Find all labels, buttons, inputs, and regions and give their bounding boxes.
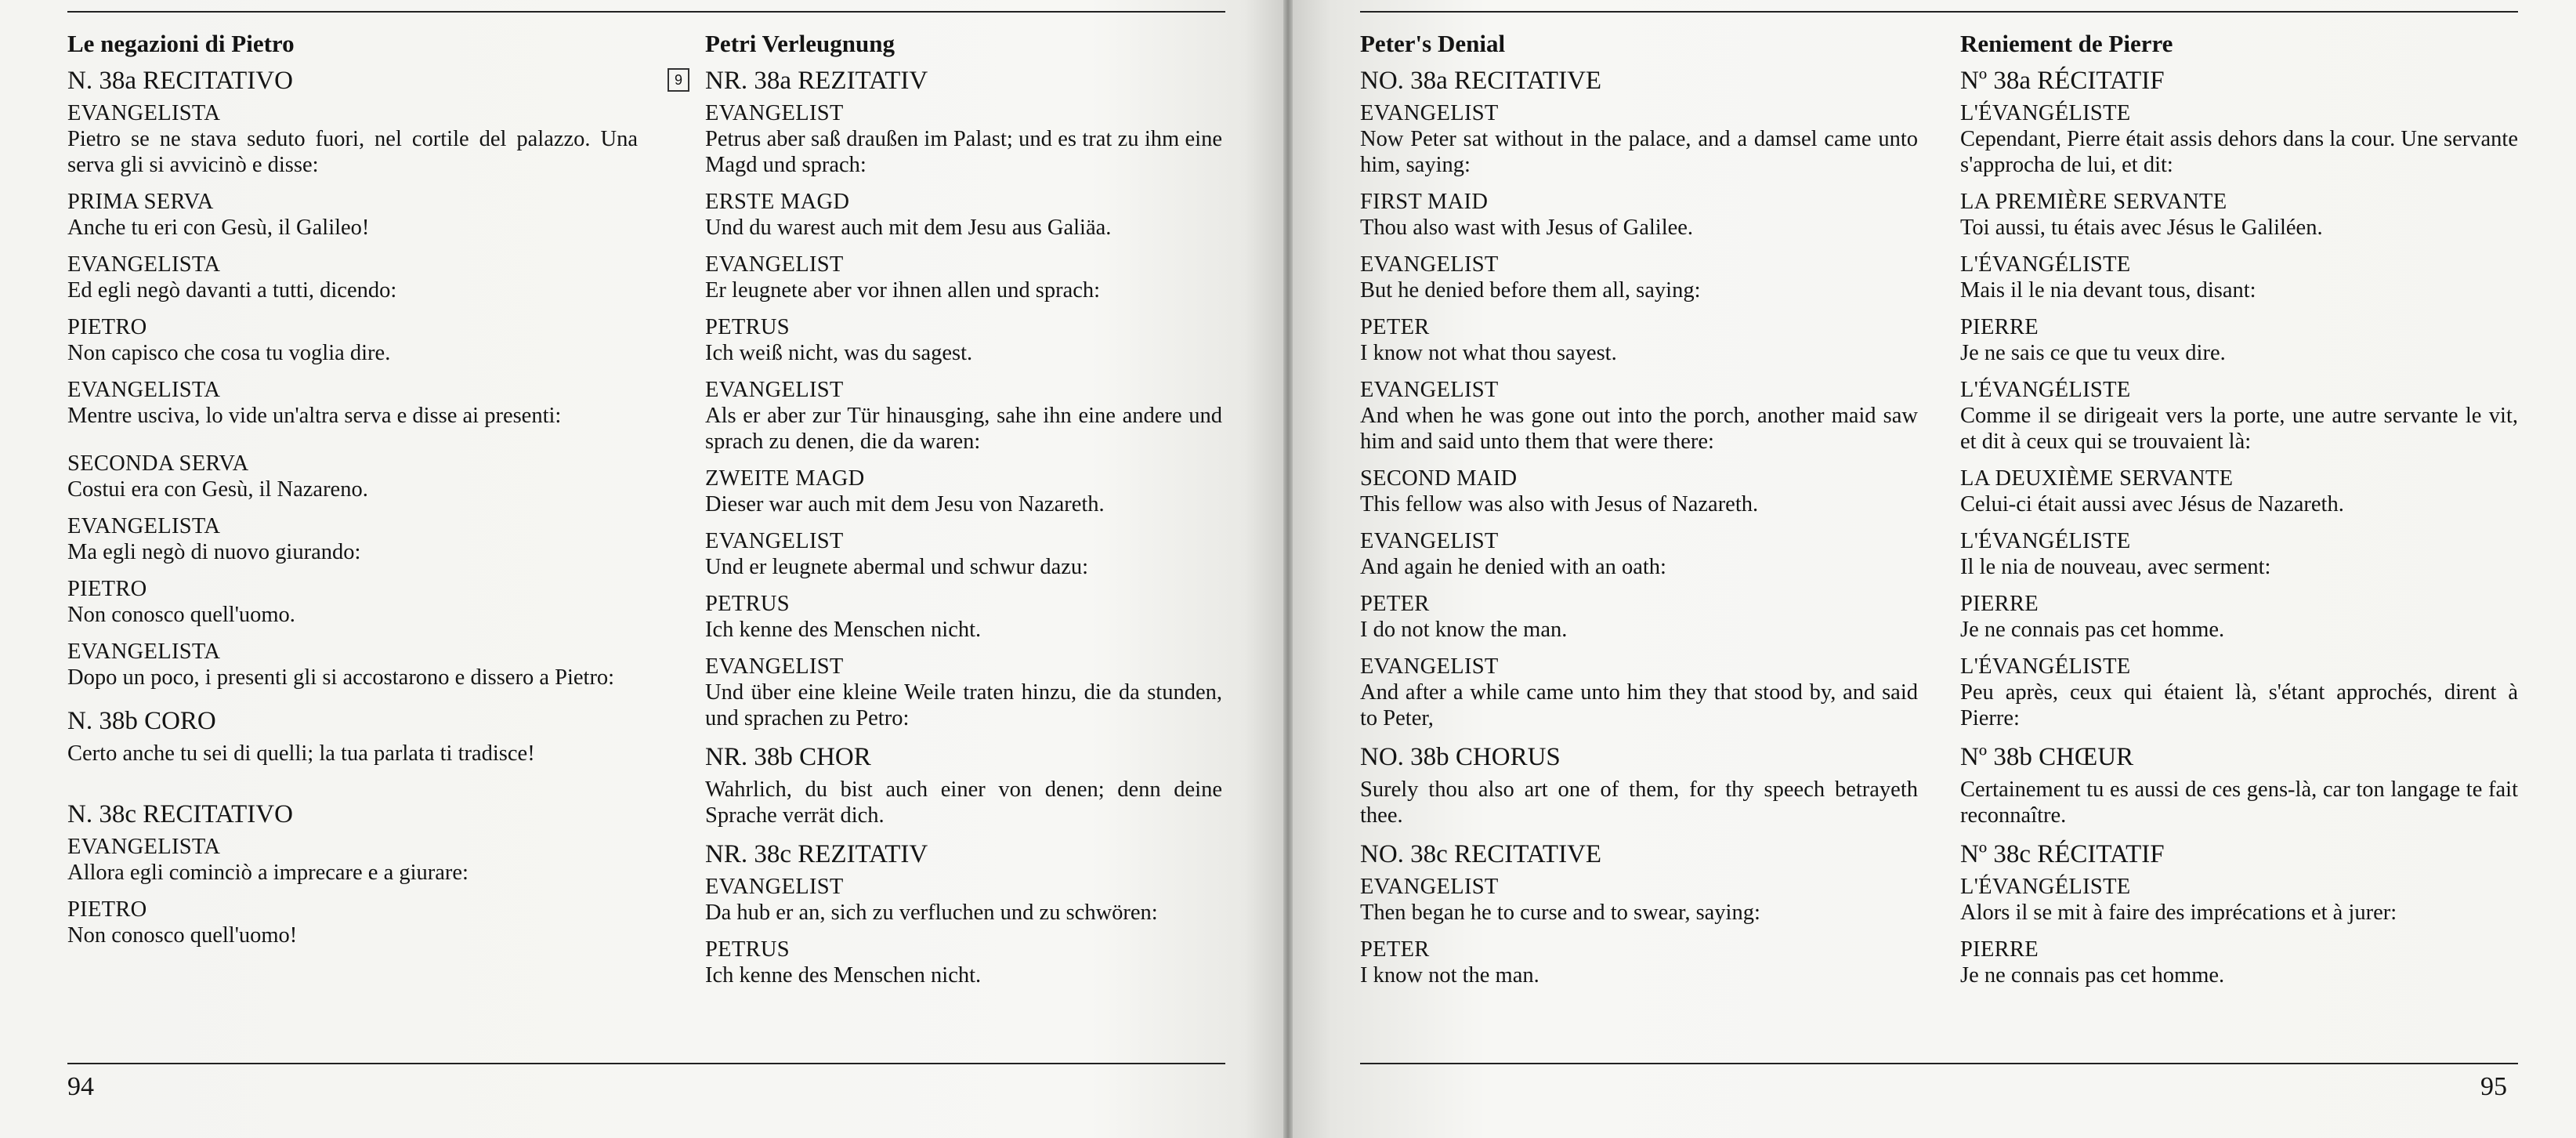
speaker-label: SECOND MAID bbox=[1360, 466, 1518, 491]
dialogue-block bbox=[67, 576, 638, 628]
section-number bbox=[674, 66, 1222, 96]
dialogue-block bbox=[705, 591, 1222, 643]
dialogue-block bbox=[1360, 528, 1918, 580]
left-page bbox=[0, 0, 1283, 1138]
speaker-label: FIRST MAID bbox=[1360, 190, 1489, 214]
dialogue-block bbox=[1960, 591, 2518, 643]
dialogue-text: Je ne connais pas cet homme. bbox=[1960, 963, 2225, 988]
italian-column bbox=[67, 30, 638, 959]
dialogue-block bbox=[705, 466, 1222, 517]
speaker-label: PETER bbox=[1360, 592, 1430, 616]
speaker-label: PIERRE bbox=[1960, 315, 2039, 339]
dialogue-text: Il le nia de nouveau, avec serment: bbox=[1960, 555, 2271, 579]
column-title: Peter's Denial bbox=[1360, 30, 1506, 57]
page-number: 95 bbox=[2480, 1072, 2507, 1101]
dialogue-block bbox=[705, 654, 1222, 731]
section-number: NO. 38c RECITATIVE bbox=[1360, 840, 1602, 868]
dialogue-block bbox=[1960, 100, 2518, 178]
dialogue-text: Costui era con Gesù, il Nazareno. bbox=[67, 477, 368, 502]
dialogue-text: Je ne connais pas cet homme. bbox=[1960, 618, 2225, 642]
speaker-label: PETER bbox=[1360, 937, 1430, 962]
dialogue-text: Certo anche tu sei di quelli; la tua parlata ti tradisce! bbox=[67, 741, 535, 766]
section-number: NR. 38b CHOR bbox=[705, 743, 871, 771]
dialogue-text: Comme il se dirigeait vers la porte, une autre servante le vit, et dit à ceux qui se trouvaient là: bbox=[1960, 404, 2518, 454]
dialogue-block bbox=[1960, 189, 2518, 241]
dialogue-block bbox=[1960, 466, 2518, 517]
section-number: NO. 38b CHORUS bbox=[1360, 743, 1561, 771]
dialogue-text: Petrus aber saß draußen im Palast; und es trat zu ihm eine Magd und sprach: bbox=[705, 127, 1222, 177]
dialogue-block bbox=[1960, 377, 2518, 455]
speaker-label: PIETRO bbox=[67, 897, 147, 922]
french-column bbox=[1960, 30, 2518, 999]
speaker-label: EVANGELISTA bbox=[67, 514, 221, 538]
speaker-label: LA PREMIÈRE SERVANTE bbox=[1960, 190, 2227, 214]
english-column bbox=[1360, 30, 1918, 999]
dialogue-text: Ed egli negò davanti a tutti, dicendo: bbox=[67, 278, 397, 303]
speaker-label: PIETRO bbox=[67, 315, 147, 339]
dialogue-text: And again he denied with an oath: bbox=[1360, 555, 1666, 579]
speaker-label: EVANGELISTA bbox=[67, 252, 221, 277]
dialogue-text: Thou also wast with Jesus of Galilee. bbox=[1360, 216, 1694, 240]
dialogue-text: Mais il le nia devant tous, disant: bbox=[1960, 278, 2256, 303]
dialogue-text: Ich kenne des Menschen nicht. bbox=[705, 618, 982, 642]
dialogue-block bbox=[1360, 777, 1918, 828]
dialogue-block bbox=[705, 528, 1222, 580]
dialogue-block bbox=[1960, 528, 2518, 580]
section-number: NO. 38a RECITATIVE bbox=[1360, 67, 1602, 95]
dialogue-block bbox=[705, 377, 1222, 455]
book-spine bbox=[1283, 0, 1293, 1138]
cd-track-marker: 9 bbox=[668, 68, 689, 92]
dialogue-text: This fellow was also with Jesus of Nazareth. bbox=[1360, 492, 1759, 516]
dialogue-text: And after a while came unto him they that stood by, and said to Peter, bbox=[1360, 680, 1918, 730]
speaker-label: L'ÉVANGÉLISTE bbox=[1960, 875, 2131, 899]
speaker-label: EVANGELIST bbox=[1360, 378, 1499, 402]
dialogue-text: Pietro se ne stava seduto fuori, nel cortile del palazzo. Una serva gli si avvicinò e disse: bbox=[67, 127, 638, 177]
dialogue-text: Celui-ci était aussi avec Jésus de Nazareth. bbox=[1960, 492, 2344, 516]
bottom-rule bbox=[1360, 1063, 2518, 1064]
german-column bbox=[674, 30, 1222, 999]
dialogue-text: I do not know the man. bbox=[1360, 618, 1568, 642]
dialogue-block bbox=[705, 189, 1222, 241]
dialogue-text: Toi aussi, tu étais avec Jésus le Galiléen. bbox=[1960, 216, 2323, 240]
dialogue-block bbox=[1960, 314, 2518, 366]
dialogue-text: And when he was gone out into the porch, another maid saw him and said unto them that were there: bbox=[1360, 404, 1918, 454]
speaker-label: L'ÉVANGÉLISTE bbox=[1960, 252, 2131, 277]
dialogue-text: Als er aber zur Tür hinausging, sahe ihn eine andere und sprach zu denen, die da waren: bbox=[705, 404, 1222, 454]
dialogue-block bbox=[67, 741, 638, 767]
speaker-label: EVANGELIST bbox=[1360, 252, 1499, 277]
dialogue-text: Now Peter sat without in the palace, and a damsel came unto him, saying: bbox=[1360, 127, 1918, 177]
dialogue-text: Je ne sais ce que tu veux dire. bbox=[1960, 341, 2226, 365]
dialogue-block bbox=[1360, 100, 1918, 178]
dialogue-text: Ma egli negò di nuovo giurando: bbox=[67, 540, 361, 564]
speaker-label: ZWEITE MAGD bbox=[705, 466, 865, 491]
speaker-label: PETRUS bbox=[705, 937, 790, 962]
dialogue-block bbox=[1360, 189, 1918, 241]
speaker-label: EVANGELIST bbox=[705, 529, 844, 553]
section-number: NR. 38c REZITATIV bbox=[705, 840, 928, 868]
dialogue-block bbox=[67, 314, 638, 366]
dialogue-text: Alors il se mit à faire des imprécations et à jurer: bbox=[1960, 901, 2397, 925]
dialogue-text: Non conosco quell'uomo. bbox=[67, 603, 295, 627]
dialogue-block bbox=[1960, 777, 2518, 828]
dialogue-block bbox=[67, 377, 638, 429]
section-number: Nº 38a RÉCITATIF bbox=[1960, 67, 2165, 95]
dialogue-text: Non capisco che cosa tu voglia dire. bbox=[67, 341, 391, 365]
speaker-label: EVANGELIST bbox=[705, 101, 844, 125]
speaker-label: EVANGELIST bbox=[1360, 654, 1499, 679]
dialogue-block bbox=[67, 189, 638, 241]
speaker-label: EVANGELISTA bbox=[67, 378, 221, 402]
dialogue-block bbox=[67, 252, 638, 303]
speaker-label: ERSTE MAGD bbox=[705, 190, 850, 214]
speaker-label: L'ÉVANGÉLISTE bbox=[1960, 378, 2131, 402]
dialogue-block bbox=[67, 513, 638, 565]
dialogue-block bbox=[705, 100, 1222, 178]
dialogue-text: I know not what thou sayest. bbox=[1360, 341, 1617, 365]
dialogue-text: Mentre usciva, lo vide un'altra serva e disse ai presenti: bbox=[67, 404, 562, 428]
speaker-label: PRIMA SERVA bbox=[67, 190, 214, 214]
dialogue-block bbox=[67, 639, 638, 690]
dialogue-block bbox=[705, 252, 1222, 303]
dialogue-text: Peu après, ceux qui étaient là, s'étant approchés, dirent à Pierre: bbox=[1960, 680, 2518, 730]
dialogue-block bbox=[1360, 874, 1918, 926]
speaker-label: EVANGELIST bbox=[705, 252, 844, 277]
speaker-label: L'ÉVANGÉLISTE bbox=[1960, 654, 2131, 679]
speaker-label: PIETRO bbox=[67, 577, 147, 601]
section-number: Nº 38c RÉCITATIF bbox=[1960, 840, 2165, 868]
speaker-label: LA DEUXIÈME SERVANTE bbox=[1960, 466, 2234, 491]
speaker-label: PETRUS bbox=[705, 592, 790, 616]
bottom-rule bbox=[67, 1063, 1225, 1064]
dialogue-text: Und über eine kleine Weile traten hinzu, die da stunden, und sprachen zu Petro: bbox=[705, 680, 1222, 730]
section-number: Nº 38b CHŒUR bbox=[1960, 743, 2134, 771]
dialogue-text: Certainement tu es aussi de ces gens-là, car ton langage te fait reconnaître. bbox=[1960, 777, 2518, 828]
dialogue-block bbox=[67, 897, 638, 948]
column-title: Reniement de Pierre bbox=[1960, 30, 2173, 57]
dialogue-block bbox=[1360, 591, 1918, 643]
speaker-label: PIERRE bbox=[1960, 937, 2039, 962]
dialogue-block bbox=[67, 834, 638, 886]
top-rule bbox=[67, 11, 1225, 13]
dialogue-block bbox=[67, 451, 638, 502]
dialogue-block bbox=[1360, 937, 1918, 988]
dialogue-block bbox=[1360, 377, 1918, 455]
speaker-label: L'ÉVANGÉLISTE bbox=[1960, 529, 2131, 553]
speaker-label: PIERRE bbox=[1960, 592, 2039, 616]
dialogue-text: Anche tu eri con Gesù, il Galileo! bbox=[67, 216, 370, 240]
section-number: N. 38a RECITATIVO bbox=[67, 67, 293, 95]
dialogue-text: Und er leugnete abermal und schwur dazu: bbox=[705, 555, 1089, 579]
dialogue-block bbox=[705, 314, 1222, 366]
dialogue-text: Ich weiß nicht, was du sagest. bbox=[705, 341, 973, 365]
dialogue-block bbox=[705, 777, 1222, 828]
dialogue-block bbox=[705, 874, 1222, 926]
dialogue-block bbox=[1360, 654, 1918, 731]
dialogue-text: Then began he to curse and to swear, saying: bbox=[1360, 901, 1760, 925]
section-number: N. 38b CORO bbox=[67, 707, 216, 735]
dialogue-text: Und du warest auch mit dem Jesu aus Galiäa. bbox=[705, 216, 1112, 240]
speaker-label: EVANGELIST bbox=[1360, 529, 1499, 553]
speaker-label: EVANGELIST bbox=[1360, 101, 1499, 125]
section-number-label: NR. 38a REZITATIV bbox=[705, 67, 928, 95]
page-number: 94 bbox=[67, 1072, 94, 1101]
top-rule bbox=[1360, 11, 2518, 13]
section-number: N. 38c RECITATIVO bbox=[67, 800, 293, 828]
speaker-label: L'ÉVANGÉLISTE bbox=[1960, 101, 2131, 125]
dialogue-text: But he denied before them all, saying: bbox=[1360, 278, 1701, 303]
dialogue-text: Non conosco quell'uomo! bbox=[67, 923, 298, 948]
dialogue-text: Surely thou also art one of them, for thy speech betrayeth thee. bbox=[1360, 777, 1918, 828]
speaker-label: EVANGELISTA bbox=[67, 640, 221, 664]
dialogue-text: Dieser war auch mit dem Jesu von Nazareth. bbox=[705, 492, 1105, 516]
dialogue-block bbox=[1360, 466, 1918, 517]
speaker-label: SECONDA SERVA bbox=[67, 451, 249, 476]
dialogue-text: Da hub er an, sich zu verfluchen und zu schwören: bbox=[705, 901, 1158, 925]
dialogue-text: Wahrlich, du bist auch einer von denen; denn deine Sprache verrät dich. bbox=[705, 777, 1222, 828]
column-title: Petri Verleugnung bbox=[705, 30, 895, 57]
dialogue-block bbox=[1960, 874, 2518, 926]
speaker-label: PETRUS bbox=[705, 315, 790, 339]
speaker-label: EVANGELIST bbox=[1360, 875, 1499, 899]
speaker-label: EVANGELIST bbox=[705, 378, 844, 402]
speaker-label: EVANGELISTA bbox=[67, 101, 221, 125]
speaker-label: EVANGELIST bbox=[705, 654, 844, 679]
dialogue-block bbox=[705, 937, 1222, 988]
column-title: Le negazioni di Pietro bbox=[67, 30, 295, 57]
dialogue-text: I know not the man. bbox=[1360, 963, 1539, 988]
dialogue-text: Cependant, Pierre était assis dehors dans la cour. Une servante s'approcha de lui, et dit: bbox=[1960, 127, 2518, 177]
dialogue-text: Dopo un poco, i presenti gli si accostarono e dissero a Pietro: bbox=[67, 665, 615, 690]
dialogue-block bbox=[67, 100, 638, 178]
dialogue-block bbox=[1960, 937, 2518, 988]
dialogue-block bbox=[1360, 252, 1918, 303]
speaker-label: PETER bbox=[1360, 315, 1430, 339]
dialogue-text: Er leugnete aber vor ihnen allen und sprach: bbox=[705, 278, 1101, 303]
dialogue-block bbox=[1360, 314, 1918, 366]
speaker-label: EVANGELIST bbox=[705, 875, 844, 899]
dialogue-text: Allora egli cominciò a imprecare e a giurare: bbox=[67, 861, 469, 885]
right-page bbox=[1293, 0, 2576, 1138]
dialogue-text: Ich kenne des Menschen nicht. bbox=[705, 963, 982, 988]
dialogue-block bbox=[1960, 252, 2518, 303]
dialogue-block bbox=[1960, 654, 2518, 731]
speaker-label: EVANGELISTA bbox=[67, 835, 221, 859]
